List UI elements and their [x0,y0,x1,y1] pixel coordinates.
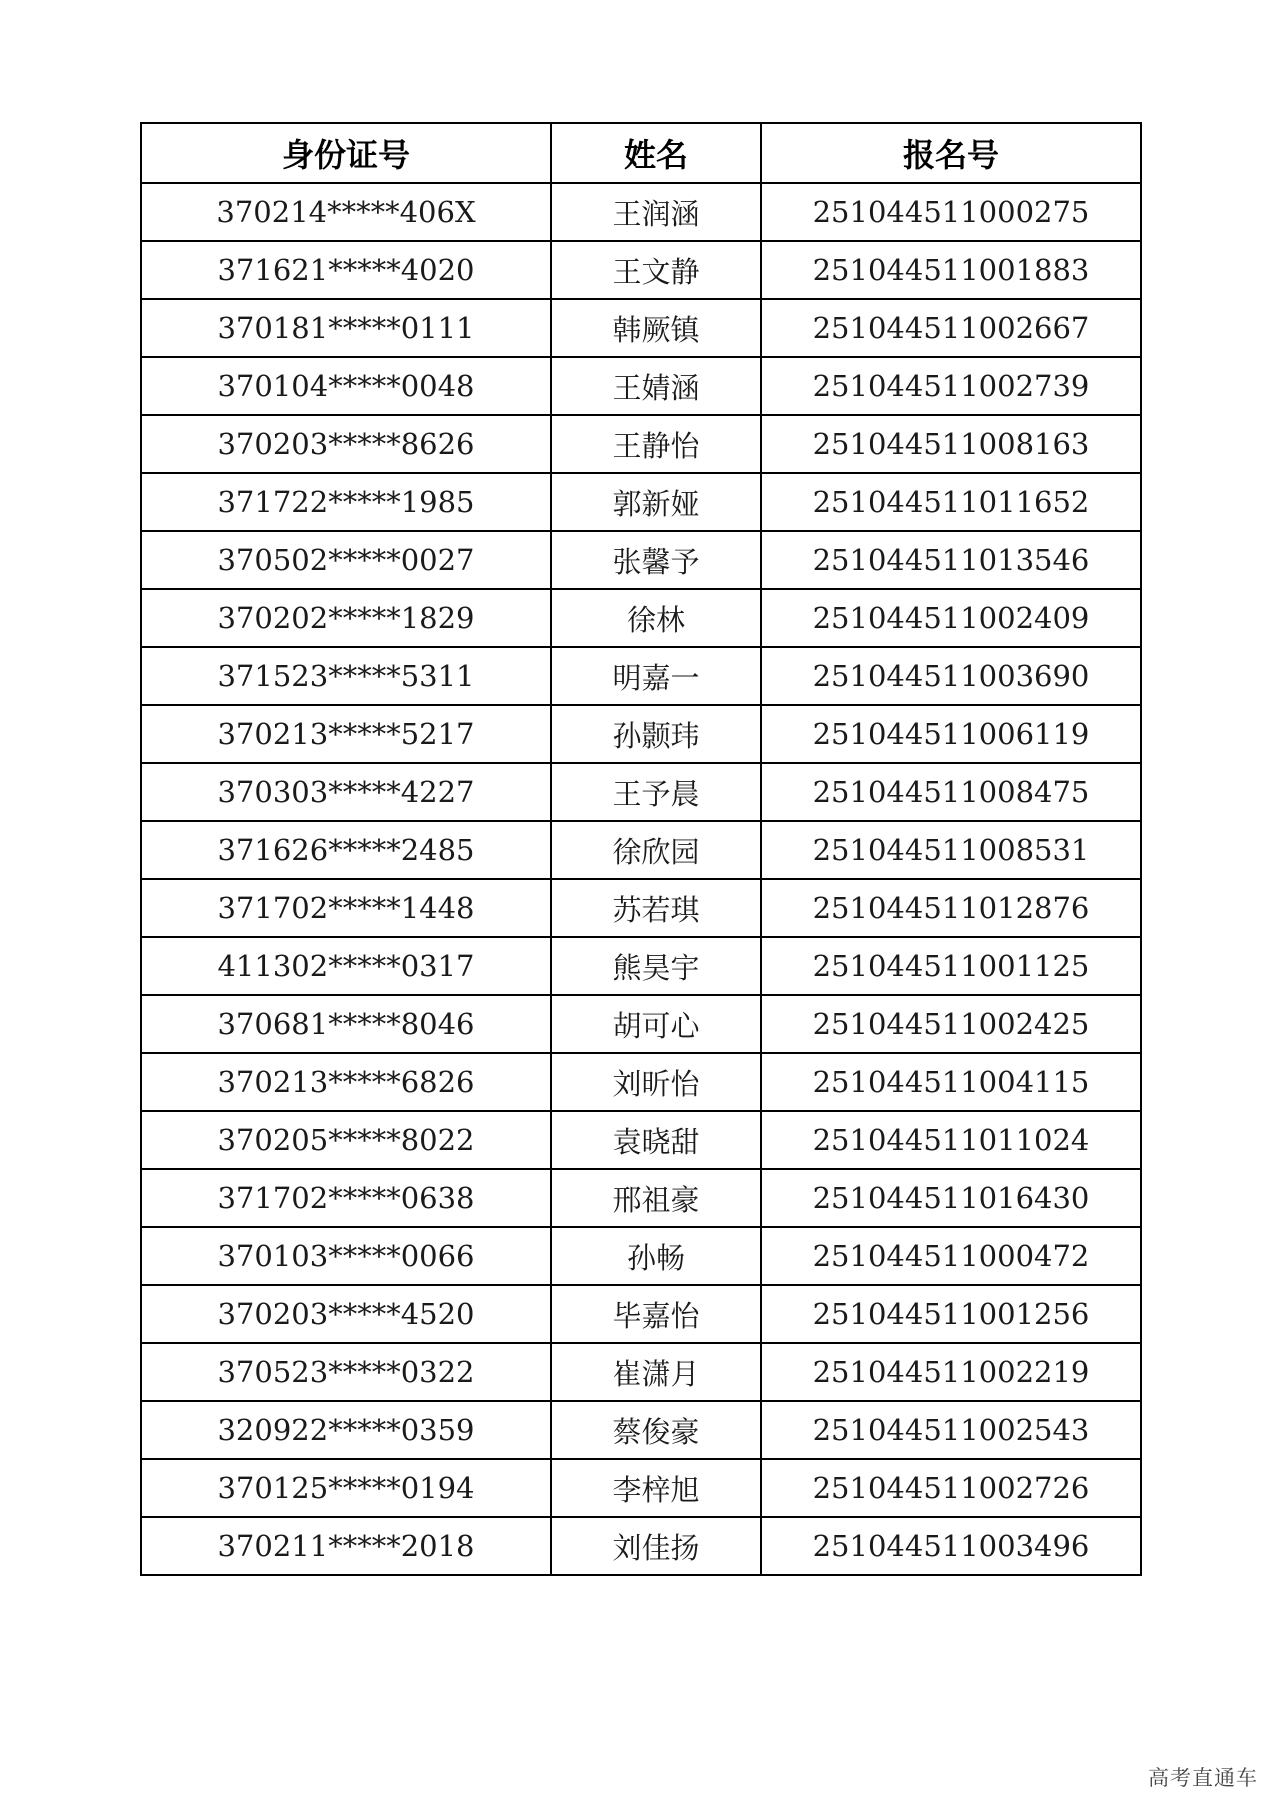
cell-registration-number: 251044511000275 [761,183,1141,241]
cell-registration-number: 251044511002219 [761,1343,1141,1401]
table-row [141,879,1141,937]
cell-id-number: 320922*****0359 [141,1401,551,1459]
table-row [141,1053,1141,1111]
cell-registration-number: 251044511002543 [761,1401,1141,1459]
cell-registration-number: 251044511008163 [761,415,1141,473]
cell-id-number: 370213*****5217 [141,705,551,763]
cell-id-number: 370202*****1829 [141,589,551,647]
table-row [141,705,1141,763]
cell-name: 张馨予 [551,531,761,589]
header-name: 姓名 [551,123,761,183]
table-row [141,1343,1141,1401]
cell-name: 刘佳扬 [551,1517,761,1575]
table-row [141,647,1141,705]
table-row [141,1169,1141,1227]
cell-name: 李梓旭 [551,1459,761,1517]
cell-name: 王静怡 [551,415,761,473]
table-row [141,821,1141,879]
cell-name: 刘昕怡 [551,1053,761,1111]
cell-id-number: 371702*****1448 [141,879,551,937]
cell-id-number: 370211*****2018 [141,1517,551,1575]
table-row [141,937,1141,995]
cell-id-number: 370214*****406X [141,183,551,241]
cell-name: 苏若琪 [551,879,761,937]
cell-registration-number: 251044511013546 [761,531,1141,589]
cell-id-number: 411302*****0317 [141,937,551,995]
cell-name: 王婧涵 [551,357,761,415]
cell-name: 熊昊宇 [551,937,761,995]
cell-name: 郭新娅 [551,473,761,531]
cell-id-number: 371626*****2485 [141,821,551,879]
cell-id-number: 370523*****0322 [141,1343,551,1401]
admission-roster-table [140,122,1142,1576]
cell-registration-number: 251044511003496 [761,1517,1141,1575]
header-registration-number: 报名号 [761,123,1141,183]
cell-name: 王予晨 [551,763,761,821]
cell-registration-number: 251044511002726 [761,1459,1141,1517]
cell-registration-number: 251044511008531 [761,821,1141,879]
cell-name: 明嘉一 [551,647,761,705]
table-row [141,1285,1141,1343]
header-id-number: 身份证号 [141,123,551,183]
table-row [141,589,1141,647]
table-row [141,183,1141,241]
cell-registration-number: 251044511016430 [761,1169,1141,1227]
cell-registration-number: 251044511000472 [761,1227,1141,1285]
table-row [141,1401,1141,1459]
cell-name: 徐欣园 [551,821,761,879]
cell-name: 王文静 [551,241,761,299]
table-row [141,995,1141,1053]
cell-name: 胡可心 [551,995,761,1053]
cell-name: 毕嘉怡 [551,1285,761,1343]
table-row [141,763,1141,821]
cell-id-number: 370502*****0027 [141,531,551,589]
cell-id-number: 370303*****4227 [141,763,551,821]
cell-id-number: 370205*****8022 [141,1111,551,1169]
cell-id-number: 371523*****5311 [141,647,551,705]
cell-name: 崔潇月 [551,1343,761,1401]
table-row [141,357,1141,415]
table-row [141,299,1141,357]
cell-registration-number: 251044511001125 [761,937,1141,995]
cell-id-number: 370125*****0194 [141,1459,551,1517]
cell-registration-number: 251044511006119 [761,705,1141,763]
cell-id-number: 370181*****0111 [141,299,551,357]
cell-registration-number: 251044511011652 [761,473,1141,531]
table-row [141,241,1141,299]
cell-registration-number: 251044511001256 [761,1285,1141,1343]
table-header-row [141,123,1141,183]
table-row [141,415,1141,473]
table-row [141,1227,1141,1285]
cell-id-number: 371722*****1985 [141,473,551,531]
cell-id-number: 371702*****0638 [141,1169,551,1227]
table-row [141,1459,1141,1517]
cell-registration-number: 251044511002667 [761,299,1141,357]
table-body [141,183,1141,1575]
cell-id-number: 371621*****4020 [141,241,551,299]
cell-id-number: 370104*****0048 [141,357,551,415]
cell-id-number: 370203*****4520 [141,1285,551,1343]
cell-name: 孙畅 [551,1227,761,1285]
table-row [141,1111,1141,1169]
cell-registration-number: 251044511002425 [761,995,1141,1053]
cell-name: 蔡俊豪 [551,1401,761,1459]
cell-registration-number: 251044511002739 [761,357,1141,415]
watermark-text: 高考直通车 [1148,1766,1258,1790]
cell-id-number: 370203*****8626 [141,415,551,473]
cell-registration-number: 251044511008475 [761,763,1141,821]
cell-name: 邢祖豪 [551,1169,761,1227]
cell-id-number: 370103*****0066 [141,1227,551,1285]
cell-id-number: 370681*****8046 [141,995,551,1053]
cell-registration-number: 251044511002409 [761,589,1141,647]
cell-registration-number: 251044511003690 [761,647,1141,705]
table-row [141,531,1141,589]
cell-name: 王润涵 [551,183,761,241]
cell-registration-number: 251044511012876 [761,879,1141,937]
table-row [141,1517,1141,1575]
table-row [141,473,1141,531]
cell-name: 孙颢玮 [551,705,761,763]
cell-registration-number: 251044511004115 [761,1053,1141,1111]
cell-registration-number: 251044511011024 [761,1111,1141,1169]
cell-registration-number: 251044511001883 [761,241,1141,299]
cell-name: 袁晓甜 [551,1111,761,1169]
cell-name: 韩厥镇 [551,299,761,357]
cell-name: 徐林 [551,589,761,647]
cell-id-number: 370213*****6826 [141,1053,551,1111]
